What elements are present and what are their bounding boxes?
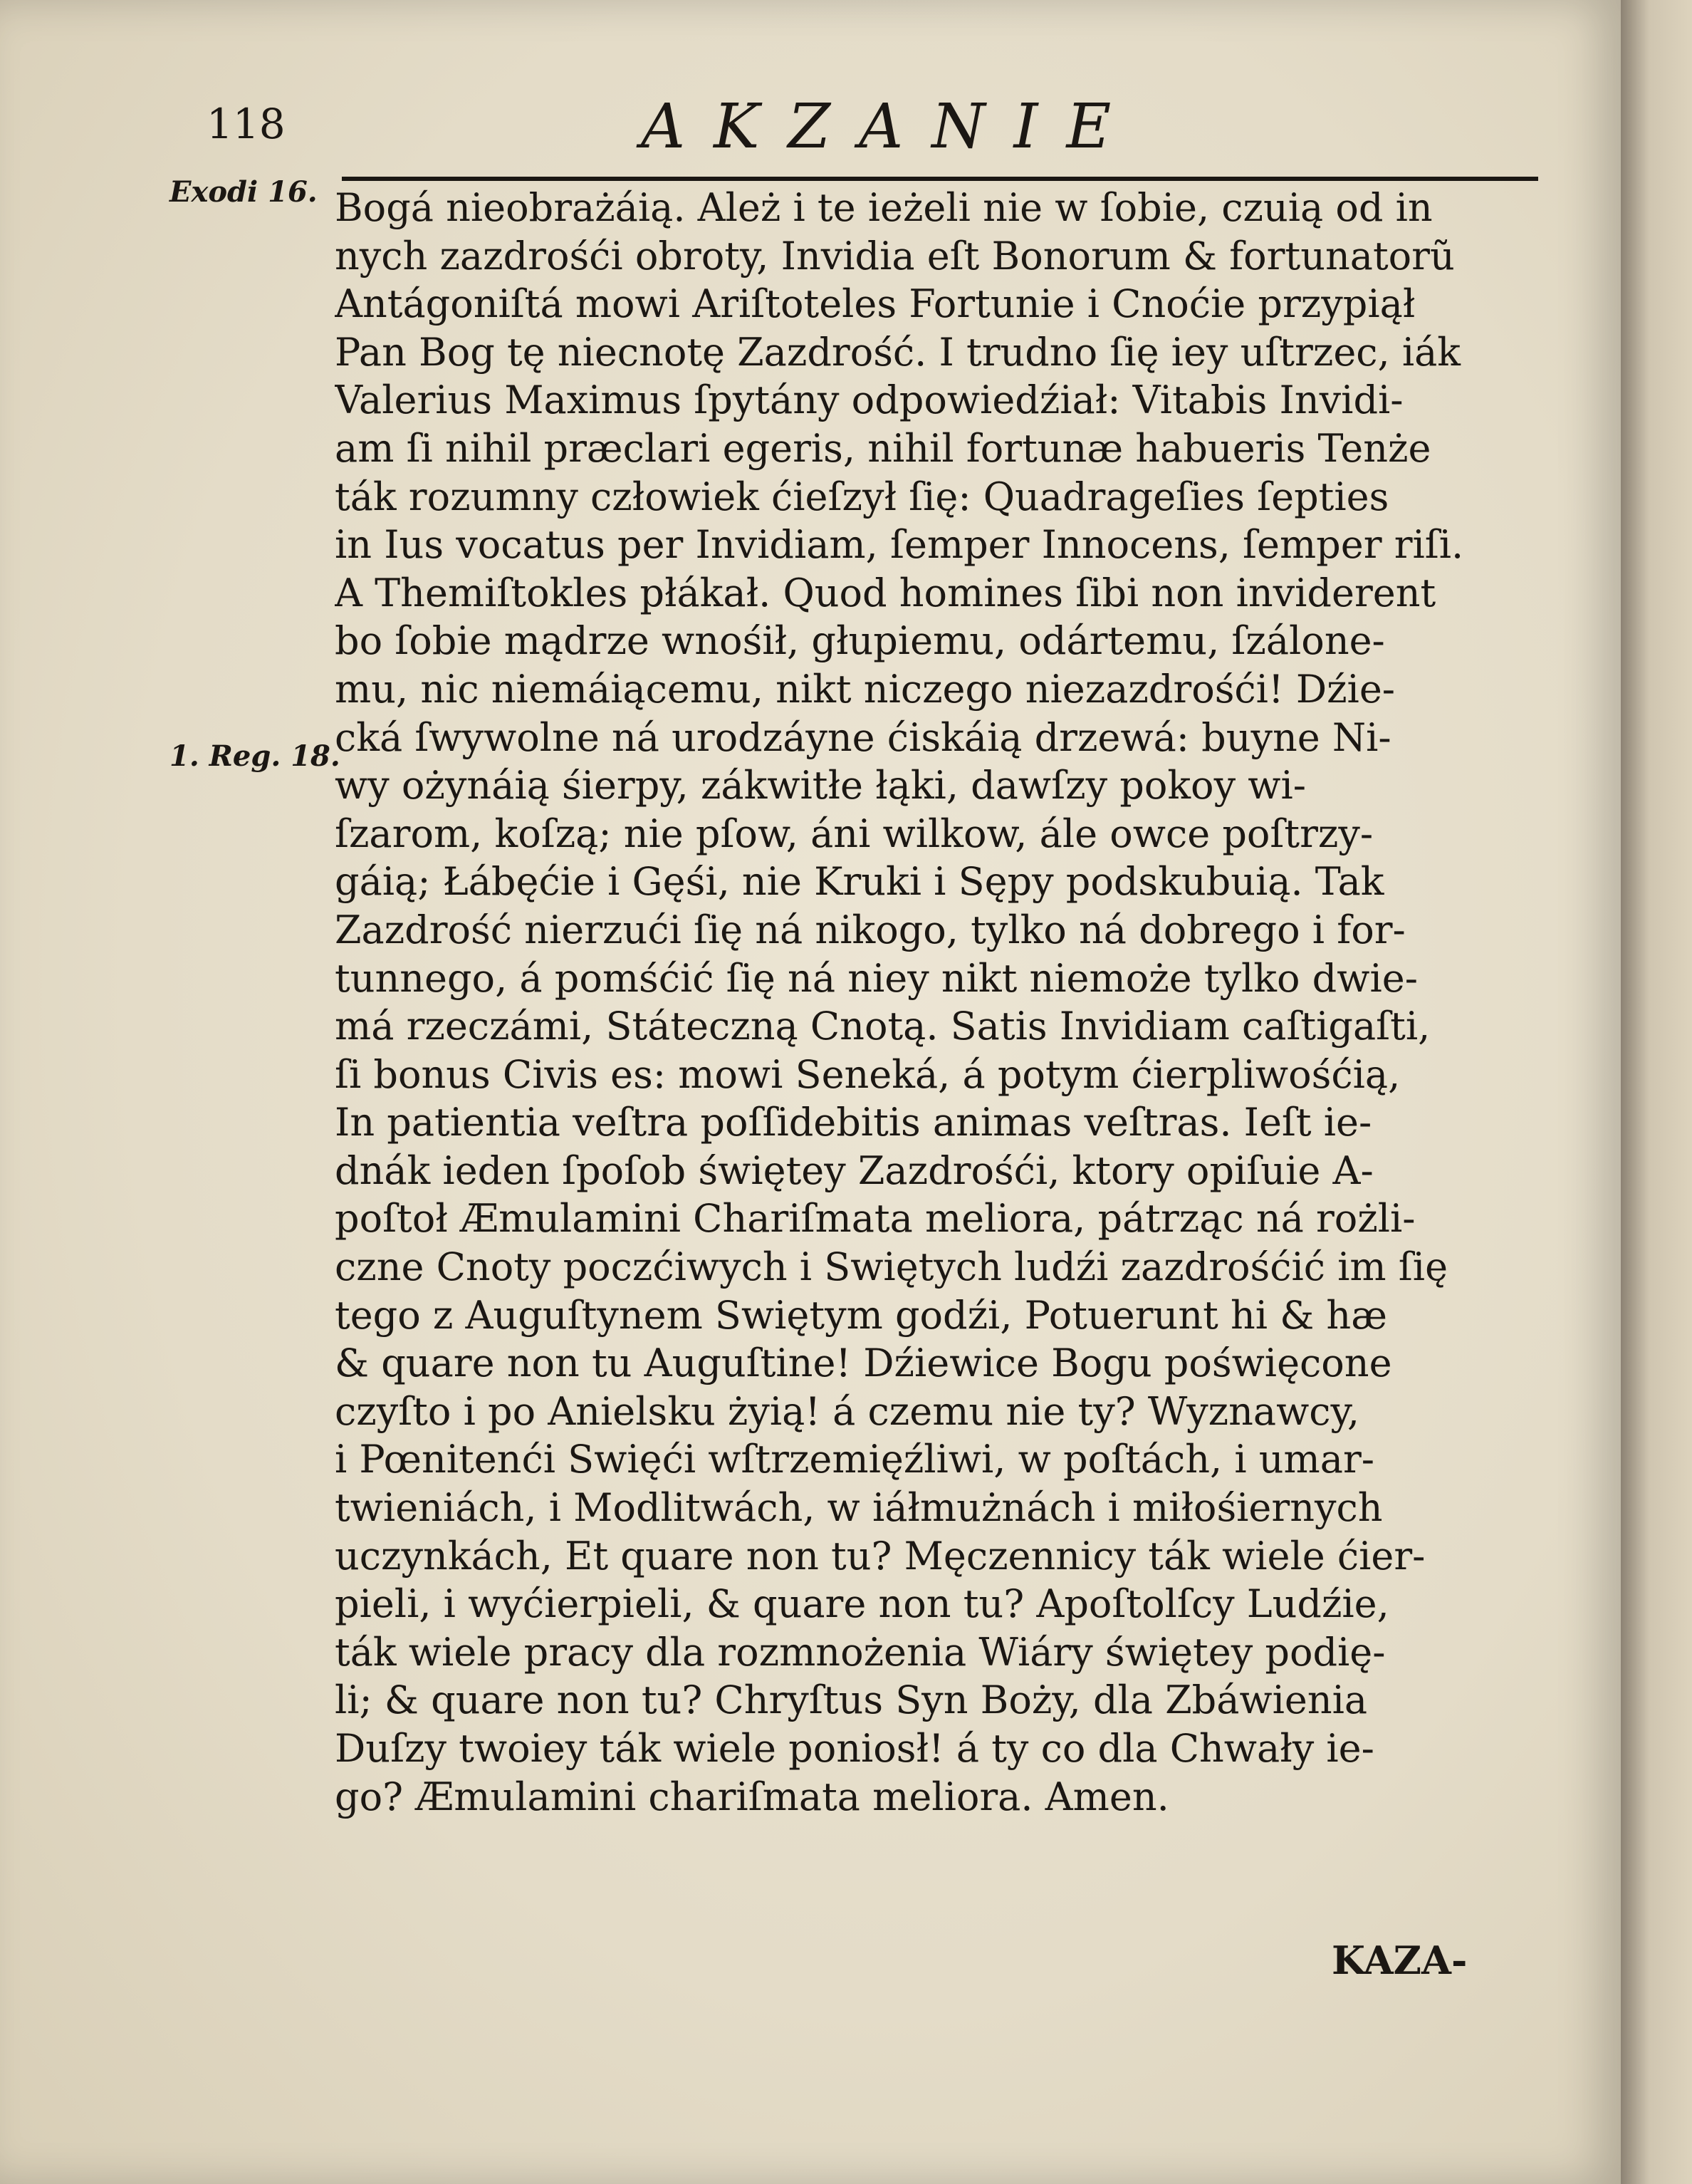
- text-line: In patientia veſtra poſſidebitis animas veſtras. Ieſt ie-: [335, 1100, 1372, 1145]
- text-line: am ſi nihil præclari egeris, nihil fortunæ habueris Tenże: [335, 425, 1431, 471]
- text-line: nych zazdrośći obroty, Invidia eſt Bonorum & fortunatorũ: [335, 233, 1455, 279]
- text-line: i Pœnitenći Swięći wſtrzemięźliwi, w poſtách, i umar-: [335, 1437, 1375, 1482]
- text-line: Duſzy twoiey ták wiele poniosł! á ty co dla Chwały ie-: [335, 1726, 1374, 1771]
- text-line: Bogá nieobrażáią. Ależ i te ieżeli nie w ſobie, czuią od in: [335, 185, 1433, 230]
- text-line: czne Cnoty poczćiwych i Swiętych ludźi zazdrośćić im ſię: [335, 1244, 1448, 1290]
- text-line: Valerius Maximus ſpytány odpowiedźiał: Vitabis Invidi-: [335, 378, 1404, 423]
- text-line: tunnego, á pomśćić ſię ná niey nikt niemoże tylko dwie-: [335, 955, 1418, 1001]
- text-line: ták wiele pracy dla rozmnożenia Wiáry świętey podię-: [335, 1629, 1386, 1675]
- next-page-edge: [1621, 0, 1692, 2184]
- text-line: A Themiſtokles płákał. Quod homines ſibi non inviderent: [335, 570, 1436, 615]
- page-number: 118: [207, 100, 286, 148]
- text-line: cká ſwywolne ná urodzáyne ćiskáią drzewá: buyne Ni-: [335, 714, 1391, 760]
- text-line: má rzeczámi, Státeczną Cnotą. Satis Invidiam caſtigaſti,: [335, 1004, 1431, 1049]
- body-text: [335, 184, 1545, 1821]
- text-line: Antágoniſtá mowi Ariſtoteles Fortunie i Cnoćie przypiął: [335, 281, 1416, 327]
- text-line: ták rozumny człowiek ćieſzył ſię: Quadrageſies ſepties: [335, 474, 1389, 519]
- text-line: Zazdrość nierzući ſię ná nikogo, tylko ná dobrego i for-: [335, 907, 1406, 952]
- text-line: in Ius vocatus per Invidiam, ſemper Innocens, ſemper riſi.: [335, 522, 1464, 568]
- text-line: gáią; Łábęćie i Gęśi, nie Kruki i Sępy podskubuią. Tak: [335, 859, 1384, 905]
- text-line: mu, nic niemáiącemu, nikt niczego niezazdrośći! Dźie-: [335, 666, 1396, 712]
- text-line: & quare non tu Auguſtine! Dźiewice Bogu poświęcone: [335, 1341, 1392, 1386]
- margin-note-exodi: Exodi 16.: [169, 175, 318, 209]
- margin-note-reg: 1. Reg. 18.: [169, 739, 340, 773]
- text-line: tego z Auguſtynem Swiętym godźi, Potuerunt hi & hæ: [335, 1292, 1387, 1338]
- text-line: ſzarom, koſzą; nie pſow, áni wilkow, ále owce poſtrzy-: [335, 811, 1374, 856]
- text-line: Pan Bog tę niecnotę Zazdrość. I trudno ſię iey uſtrzec, iák: [335, 329, 1461, 375]
- text-line: uczynkách, Et quare non tu? Męczennicy ták wiele ćier-: [335, 1533, 1426, 1579]
- header-rule: [342, 177, 1538, 181]
- text-line: poſtoł Æmulamini Chariſmata meliora, pátrząc ná rożli-: [335, 1196, 1416, 1242]
- text-line: bo ſobie mądrze wnośił, głupiemu, odártemu, ſzálone-: [335, 618, 1385, 664]
- running-title: AKZANIE: [641, 91, 1140, 162]
- text-line: wy ożynáią śierpy, zákwitłe łąki, dawſzy pokoy wi-: [335, 763, 1306, 808]
- text-line: pieli, i wyćierpieli, & quare non tu? Apoſtolſcy Ludźie,: [335, 1581, 1389, 1627]
- text-line: czyſto i po Anielsku żyią! á czemu nie ty? Wyznawcy,: [335, 1388, 1360, 1434]
- text-line: go? Æmulamini chariſmata meliora. Amen.: [335, 1774, 1169, 1819]
- text-line: ſi bonus Civis es: mowi Seneká, á potym ćierpliwośćią,: [335, 1051, 1401, 1097]
- text-line: twieniách, i Modlitwách, w iáłmużnách i miłośiernych: [335, 1485, 1383, 1531]
- catchword: KAZA-: [1332, 1938, 1468, 1983]
- text-line: li; & quare non tu? Chryſtus Syn Boży, dla Zbáwienia: [335, 1678, 1368, 1723]
- text-line: dnák ieden ſpoſob świętey Zazdrośći, ktory opiſuie A-: [335, 1148, 1374, 1193]
